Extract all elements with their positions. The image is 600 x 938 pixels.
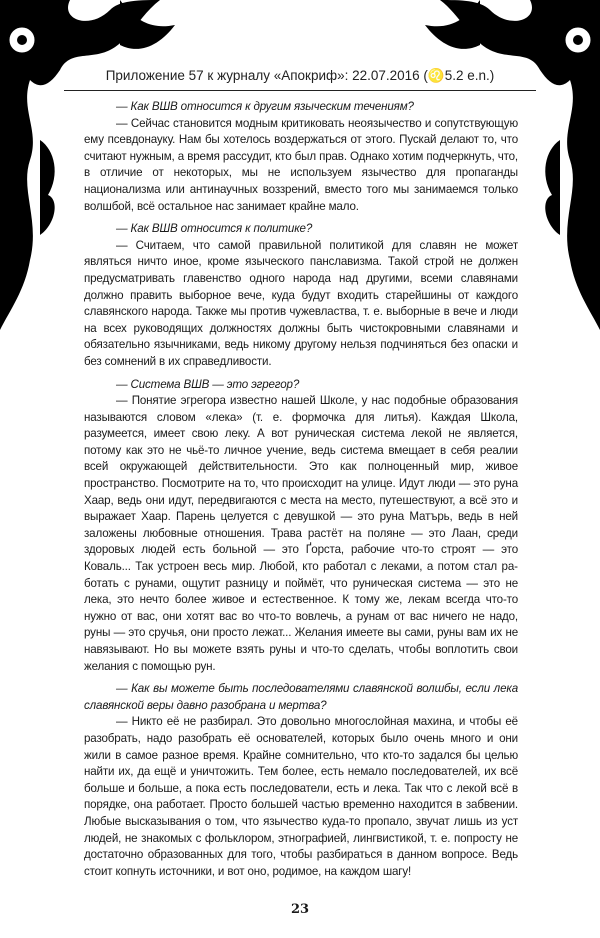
question-paragraph: — Как вы можете быть последователями славянской волшбы, если лека славянской веры давно разобрана и мертва? [84,682,518,712]
answer-paragraph: — Никто её не разбирал. Это довольно многослойная махина, и чтобы её разобрать, надо разобрать её основателей, которых было очень много и они жили в самое разное время. Крайне сомнительно, что кто-то задался бы целью найти их, да ещё и уничтожить. Тем более, есть немало последователей, их всё больше и больше, а пока есть последователи, есть и лека. Так что с лекой всё в порядке, она работает. Просто большей частью временно находится в забвении. Любые высказывания о том, что язычество куда-то пропало, звучат лишь из уст людей, не знакомых с фольклором, этнографией, лингвистикой, т. е. попросту не достаточно образованных для того, чтобы разбираться в данном вопросе. Ведь стоит копнуть источники, и вот оно, родимое, на каждом шагу! [84,715,518,878]
question-paragraph: — Как ВШВ относится к другим языческим течениям? [116,100,414,113]
page-header: Приложение 57 к журналу «Апокриф»: 22.07.2016 (♌5.2 e.n.) [105,68,495,83]
answer-paragraph: — Понятие эгрегора известно нашей Школе, у нас подобные образования называются словом «лека» (т. е. формочка для литья). Каждая Школа, разумеется, имеет свою леку. А вот руническая система лекой не является, потому как это не чьё-то личное учение, ведь система вмещает в себя реалии всей окружающей действительности. Это как полноценный мир, живое пространство. Посмотрите на то, что происходит на улице. Идут люди — это руна Хаар, ведь они идут, передвигаются с места на место, путешествуют, а всё это и выражает Хаар. Парень целуется с девушкой — это руна Матърь, ведь в ней заложены любовные отношения. Трава растёт на поляне — это Лаан, среди здоровых людей есть больной — это Ґорста, рабочие что-то строят — это Коваль... Так устроен весь мир. Любой, кто работал с леками, а потом стал работать с рунами, ощутит разницу и поймёт, что руническая система — это не лека, это нечто более живое и естественное. К тому же, лекам всегда что-то нужно от вас, они хотят вас во что-то вовлечь, а рунам от вас ничего не надо, руны — это сручья, они просто лежат... Желания имеете вы сами, руны вам их не навязывают. Но вы можете взять руны и что-то сделать, чтобы воплотить свои желания с помощью рун. [84,394,518,673]
article-body [84,99,518,880]
question-paragraph: — Как ВШВ относится к политике? [116,222,313,236]
page-number: 23 [290,902,310,918]
answer-paragraph: — Сейчас становится модным критиковать неоязычество и сопутствующую ему псевдонауку. Нам бы хотелось воздержаться от этого. Пускай делают то, что считают нужным, а время рассудит, кто был прав. Однако хотим подчеркнуть, что, в отличие от некоторых, мы не используем язычество для пропаганды национализма или антинаучных воззрений, вместо того мы занимаемся только волшбой, всё остальное нас занимает крайне мало. [84,116,518,213]
answer-paragraph: — Считаем, что самой правильной политикой для славян не может являться ничто иное, кроме языческого панславизма. Такой строй не должен предусматривать главенство одного народа над другими, всеми славянами должно править выборное вече, куда будут входить старейшины от каждого славянского народа. Также мы против чужевластва, т. е. выборные в вече и люди на всех руководящих должностях должны быть чистокровными славянами и обязательно язычниками, ведь никому другому нельзя подчиняться без опаски и без сомнений в их справедливости. [84,238,518,368]
question-paragraph: — Система ВШВ — это эгрегор? [116,377,300,391]
